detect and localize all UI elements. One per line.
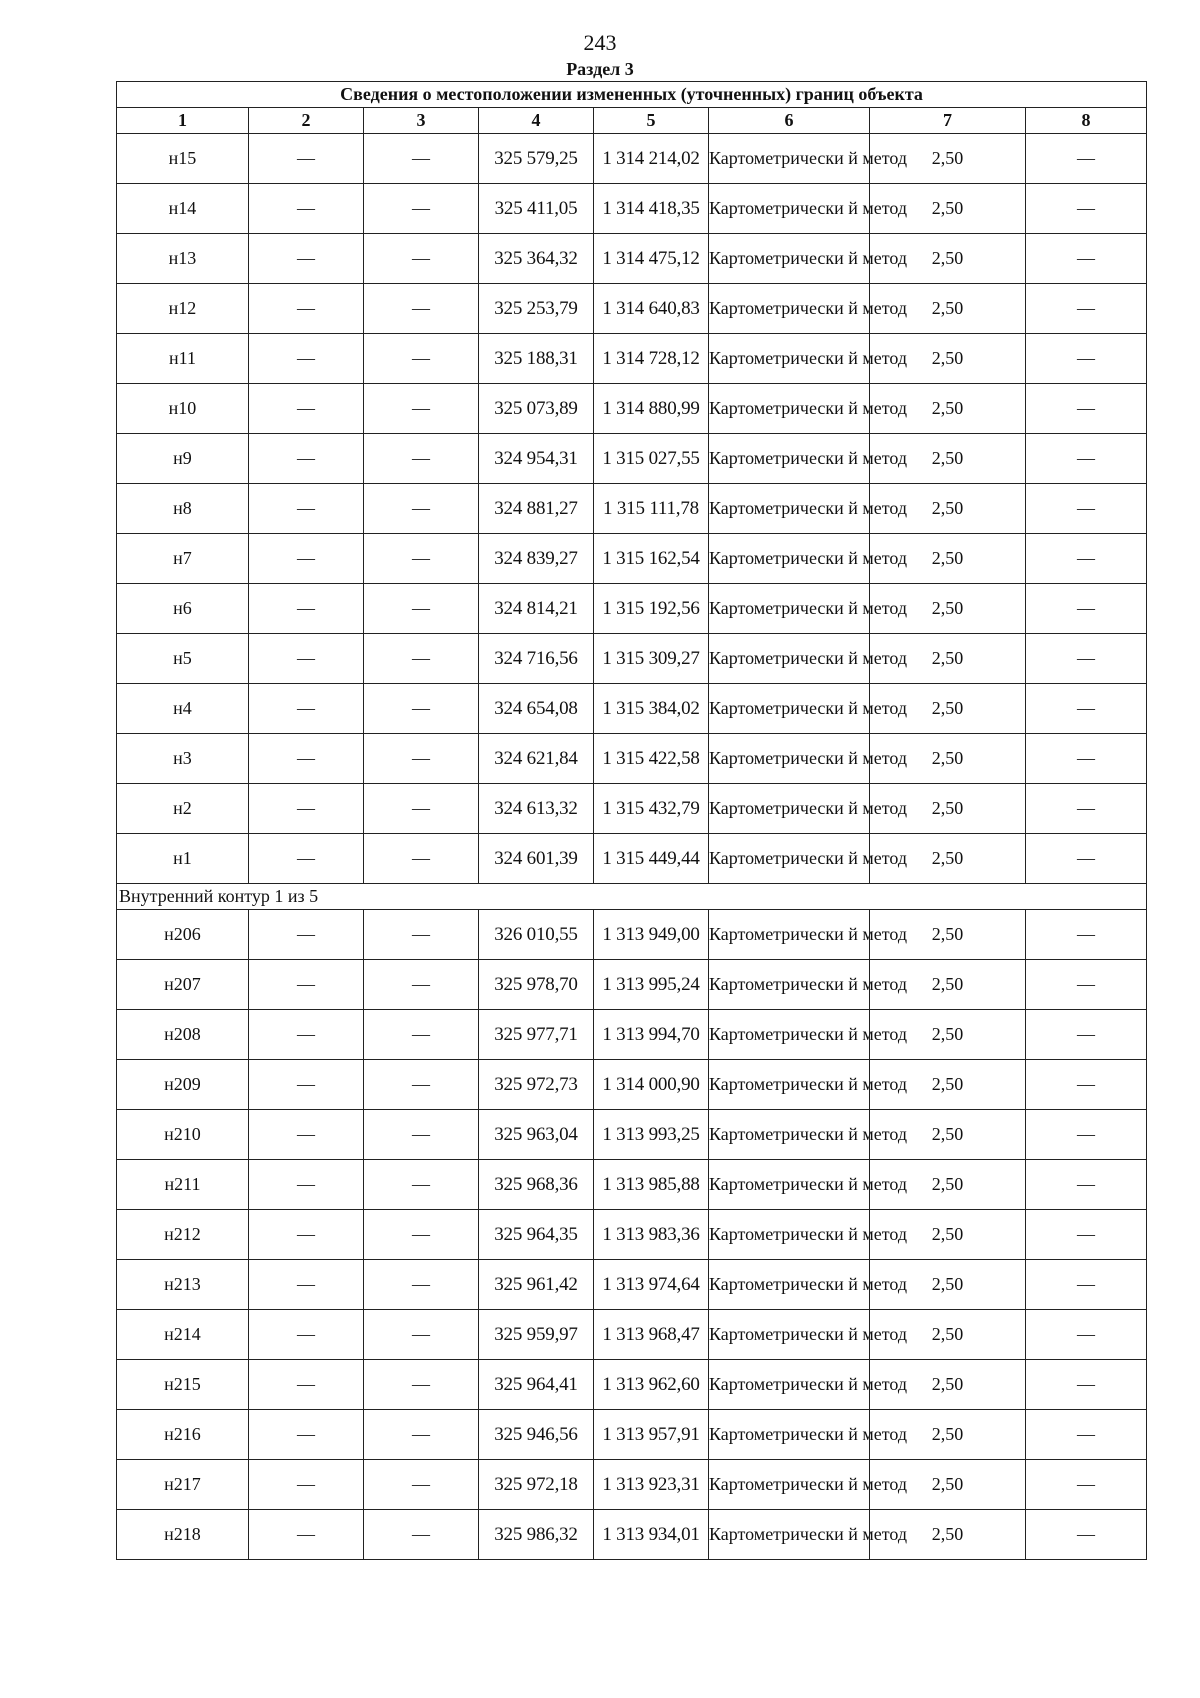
y-coordinate-cell: 1 315 162,54 xyxy=(594,534,709,584)
y-coordinate-cell: 1 315 422,58 xyxy=(594,734,709,784)
dash-cell: — xyxy=(364,584,479,634)
dash-cell: — xyxy=(249,1160,364,1210)
dash-cell: — xyxy=(249,1360,364,1410)
y-coordinate-cell: 1 313 962,60 xyxy=(594,1360,709,1410)
method-cell: Картометрически й метод xyxy=(709,484,870,534)
dash-cell: — xyxy=(1026,1460,1147,1510)
column-number: 3 xyxy=(364,108,479,134)
point-name-cell: н5 xyxy=(117,634,249,684)
dash-cell: — xyxy=(1026,1210,1147,1260)
dash-cell: — xyxy=(1026,1110,1147,1160)
point-name-cell: н3 xyxy=(117,734,249,784)
page-number: 243 xyxy=(583,30,617,55)
method-cell: Картометрически й метод xyxy=(709,1210,870,1260)
x-coordinate-cell: 325 964,35 xyxy=(479,1210,594,1260)
table-row xyxy=(117,834,1147,884)
x-coordinate-cell: 325 411,05 xyxy=(479,184,594,234)
accuracy-cell: 2,50 xyxy=(870,1310,1026,1360)
dash-cell: — xyxy=(364,1010,479,1060)
method-cell: Картометрически й метод xyxy=(709,284,870,334)
dash-cell: — xyxy=(249,910,364,960)
accuracy-cell: 2,50 xyxy=(870,1010,1026,1060)
dash-cell: — xyxy=(249,1260,364,1310)
point-name-cell: н9 xyxy=(117,434,249,484)
y-coordinate-cell: 1 314 475,12 xyxy=(594,234,709,284)
accuracy-cell: 2,50 xyxy=(870,1510,1026,1560)
point-name-cell: н215 xyxy=(117,1360,249,1410)
dash-cell: — xyxy=(1026,334,1147,384)
dash-cell: — xyxy=(1026,834,1147,884)
x-coordinate-cell: 325 977,71 xyxy=(479,1010,594,1060)
table-row xyxy=(117,1510,1147,1560)
y-coordinate-cell: 1 313 934,01 xyxy=(594,1510,709,1560)
method-cell: Картометрически й метод xyxy=(709,234,870,284)
dash-cell: — xyxy=(1026,384,1147,434)
dash-cell: — xyxy=(249,334,364,384)
method-cell: Картометрически й метод xyxy=(709,584,870,634)
method-cell: Картометрически й метод xyxy=(709,634,870,684)
y-coordinate-cell: 1 313 974,64 xyxy=(594,1260,709,1310)
dash-cell: — xyxy=(1026,484,1147,534)
method-cell: Картометрически й метод xyxy=(709,834,870,884)
dash-cell: — xyxy=(249,434,364,484)
point-name-cell: н15 xyxy=(117,134,249,184)
method-cell: Картометрически й метод xyxy=(709,1010,870,1060)
x-coordinate-cell: 325 978,70 xyxy=(479,960,594,1010)
dash-cell: — xyxy=(1026,584,1147,634)
dash-cell: — xyxy=(1026,534,1147,584)
point-name-cell: н14 xyxy=(117,184,249,234)
dash-cell: — xyxy=(364,1460,479,1510)
x-coordinate-cell: 326 010,55 xyxy=(479,910,594,960)
dash-cell: — xyxy=(249,1310,364,1360)
point-name-cell: н7 xyxy=(117,534,249,584)
x-coordinate-cell: 324 601,39 xyxy=(479,834,594,884)
column-number: 6 xyxy=(709,108,870,134)
contour-label: Внутренний контур 1 из 5 xyxy=(117,884,1147,910)
accuracy-cell: 2,50 xyxy=(870,1260,1026,1310)
method-cell: Картометрически й метод xyxy=(709,1060,870,1110)
accuracy-cell: 2,50 xyxy=(870,284,1026,334)
x-coordinate-cell: 325 188,31 xyxy=(479,334,594,384)
dash-cell: — xyxy=(1026,1310,1147,1360)
accuracy-cell: 2,50 xyxy=(870,734,1026,784)
method-cell: Картометрически й метод xyxy=(709,1160,870,1210)
dash-cell: — xyxy=(249,1460,364,1510)
accuracy-cell: 2,50 xyxy=(870,1210,1026,1260)
dash-cell: — xyxy=(249,284,364,334)
table-row xyxy=(117,1160,1147,1210)
dash-cell: — xyxy=(249,1060,364,1110)
x-coordinate-cell: 325 961,42 xyxy=(479,1260,594,1310)
table-row xyxy=(117,784,1147,834)
dash-cell: — xyxy=(364,534,479,584)
dash-cell: — xyxy=(249,634,364,684)
method-cell: Картометрически й метод xyxy=(709,1460,870,1510)
dash-cell: — xyxy=(364,684,479,734)
dash-cell: — xyxy=(364,1060,479,1110)
dash-cell: — xyxy=(364,1510,479,1560)
x-coordinate-cell: 325 964,41 xyxy=(479,1360,594,1410)
y-coordinate-cell: 1 314 000,90 xyxy=(594,1060,709,1110)
dash-cell: — xyxy=(364,960,479,1010)
table-row xyxy=(117,484,1147,534)
x-coordinate-cell: 325 073,89 xyxy=(479,384,594,434)
dash-cell: — xyxy=(1026,734,1147,784)
method-cell: Картометрически й метод xyxy=(709,1110,870,1160)
table-row xyxy=(117,234,1147,284)
accuracy-cell: 2,50 xyxy=(870,434,1026,484)
dash-cell: — xyxy=(249,234,364,284)
dash-cell: — xyxy=(1026,1160,1147,1210)
dash-cell: — xyxy=(364,284,479,334)
dash-cell: — xyxy=(249,134,364,184)
dash-cell: — xyxy=(364,434,479,484)
dash-cell: — xyxy=(364,1360,479,1410)
dash-cell: — xyxy=(364,1160,479,1210)
y-coordinate-cell: 1 315 384,02 xyxy=(594,684,709,734)
table-row xyxy=(117,910,1147,960)
dash-cell: — xyxy=(1026,1060,1147,1110)
point-name-cell: н212 xyxy=(117,1210,249,1260)
dash-cell: — xyxy=(364,634,479,684)
dash-cell: — xyxy=(249,960,364,1010)
method-cell: Картометрически й метод xyxy=(709,1260,870,1310)
dash-cell: — xyxy=(364,1110,479,1160)
point-name-cell: н213 xyxy=(117,1260,249,1310)
contour-label-row xyxy=(117,884,1147,910)
method-cell: Картометрически й метод xyxy=(709,1310,870,1360)
x-coordinate-cell: 324 654,08 xyxy=(479,684,594,734)
accuracy-cell: 2,50 xyxy=(870,960,1026,1010)
method-cell: Картометрически й метод xyxy=(709,784,870,834)
method-cell: Картометрически й метод xyxy=(709,1360,870,1410)
x-coordinate-cell: 325 972,18 xyxy=(479,1460,594,1510)
dash-cell: — xyxy=(1026,1010,1147,1060)
y-coordinate-cell: 1 313 949,00 xyxy=(594,910,709,960)
x-coordinate-cell: 324 839,27 xyxy=(479,534,594,584)
dash-cell: — xyxy=(249,684,364,734)
point-name-cell: н13 xyxy=(117,234,249,284)
dash-cell: — xyxy=(364,184,479,234)
method-cell: Картометрически й метод xyxy=(709,734,870,784)
point-name-cell: н209 xyxy=(117,1060,249,1110)
table-row xyxy=(117,734,1147,784)
x-coordinate-cell: 325 364,32 xyxy=(479,234,594,284)
table-row xyxy=(117,1310,1147,1360)
method-cell: Картометрически й метод xyxy=(709,184,870,234)
dash-cell: — xyxy=(1026,434,1147,484)
point-name-cell: н10 xyxy=(117,384,249,434)
dash-cell: — xyxy=(364,734,479,784)
point-name-cell: н214 xyxy=(117,1310,249,1360)
dash-cell: — xyxy=(364,1210,479,1260)
y-coordinate-cell: 1 313 968,47 xyxy=(594,1310,709,1360)
dash-cell: — xyxy=(364,910,479,960)
dash-cell: — xyxy=(1026,910,1147,960)
table-row xyxy=(117,1360,1147,1410)
dash-cell: — xyxy=(364,334,479,384)
dash-cell: — xyxy=(249,1410,364,1460)
accuracy-cell: 2,50 xyxy=(870,684,1026,734)
accuracy-cell: 2,50 xyxy=(870,1060,1026,1110)
x-coordinate-cell: 325 959,97 xyxy=(479,1310,594,1360)
method-cell: Картометрически й метод xyxy=(709,334,870,384)
accuracy-cell: 2,50 xyxy=(870,1410,1026,1460)
dash-cell: — xyxy=(364,834,479,884)
y-coordinate-cell: 1 314 418,35 xyxy=(594,184,709,234)
accuracy-cell: 2,50 xyxy=(870,1160,1026,1210)
y-coordinate-cell: 1 315 111,78 xyxy=(594,484,709,534)
table-row xyxy=(117,1260,1147,1310)
y-coordinate-cell: 1 313 993,25 xyxy=(594,1110,709,1160)
table-row xyxy=(117,534,1147,584)
dash-cell: — xyxy=(364,134,479,184)
dash-cell: — xyxy=(249,484,364,534)
column-number: 1 xyxy=(117,108,249,134)
dash-cell: — xyxy=(1026,1360,1147,1410)
dash-cell: — xyxy=(249,834,364,884)
column-number: 8 xyxy=(1026,108,1147,134)
dash-cell: — xyxy=(249,1210,364,1260)
x-coordinate-cell: 324 954,31 xyxy=(479,434,594,484)
x-coordinate-cell: 324 881,27 xyxy=(479,484,594,534)
table-row xyxy=(117,1460,1147,1510)
method-cell: Картометрически й метод xyxy=(709,1510,870,1560)
table-row xyxy=(117,684,1147,734)
point-name-cell: н211 xyxy=(117,1160,249,1210)
point-name-cell: н2 xyxy=(117,784,249,834)
table-row xyxy=(117,184,1147,234)
method-cell: Картометрически й метод xyxy=(709,1410,870,1460)
point-name-cell: н1 xyxy=(117,834,249,884)
x-coordinate-cell: 325 963,04 xyxy=(479,1110,594,1160)
x-coordinate-cell: 325 253,79 xyxy=(479,284,594,334)
table-body xyxy=(117,134,1147,1560)
accuracy-cell: 2,50 xyxy=(870,634,1026,684)
dash-cell: — xyxy=(364,1410,479,1460)
dash-cell: — xyxy=(1026,184,1147,234)
point-name-cell: н218 xyxy=(117,1510,249,1560)
dash-cell: — xyxy=(1026,784,1147,834)
dash-cell: — xyxy=(1026,1510,1147,1560)
x-coordinate-cell: 324 814,21 xyxy=(479,584,594,634)
accuracy-cell: 2,50 xyxy=(870,184,1026,234)
dash-cell: — xyxy=(1026,684,1147,734)
accuracy-cell: 2,50 xyxy=(870,834,1026,884)
accuracy-cell: 2,50 xyxy=(870,484,1026,534)
y-coordinate-cell: 1 313 923,31 xyxy=(594,1460,709,1510)
accuracy-cell: 2,50 xyxy=(870,910,1026,960)
x-coordinate-cell: 324 716,56 xyxy=(479,634,594,684)
accuracy-cell: 2,50 xyxy=(870,584,1026,634)
y-coordinate-cell: 1 315 449,44 xyxy=(594,834,709,884)
dash-cell: — xyxy=(1026,1260,1147,1310)
table-row xyxy=(117,384,1147,434)
dash-cell: — xyxy=(1026,960,1147,1010)
dash-cell: — xyxy=(1026,134,1147,184)
dash-cell: — xyxy=(249,1110,364,1160)
y-coordinate-cell: 1 313 983,36 xyxy=(594,1210,709,1260)
table-row xyxy=(117,634,1147,684)
y-coordinate-cell: 1 314 728,12 xyxy=(594,334,709,384)
table-row xyxy=(117,284,1147,334)
y-coordinate-cell: 1 313 995,24 xyxy=(594,960,709,1010)
accuracy-cell: 2,50 xyxy=(870,534,1026,584)
y-coordinate-cell: 1 314 640,83 xyxy=(594,284,709,334)
method-cell: Картометрически й метод xyxy=(709,134,870,184)
table-row xyxy=(117,1010,1147,1060)
column-number: 7 xyxy=(870,108,1026,134)
point-name-cell: н216 xyxy=(117,1410,249,1460)
dash-cell: — xyxy=(364,1310,479,1360)
point-name-cell: н8 xyxy=(117,484,249,534)
table-title: Сведения о местоположении измененных (уточненных) границ объекта xyxy=(117,82,1147,108)
point-name-cell: н210 xyxy=(117,1110,249,1160)
accuracy-cell: 2,50 xyxy=(870,1360,1026,1410)
column-number-row xyxy=(117,108,1147,134)
coordinates-table xyxy=(116,81,1147,1560)
point-name-cell: н12 xyxy=(117,284,249,334)
table-row xyxy=(117,134,1147,184)
table-row xyxy=(117,1410,1147,1460)
accuracy-cell: 2,50 xyxy=(870,234,1026,284)
x-coordinate-cell: 325 946,56 xyxy=(479,1410,594,1460)
dash-cell: — xyxy=(1026,1410,1147,1460)
dash-cell: — xyxy=(249,584,364,634)
accuracy-cell: 2,50 xyxy=(870,784,1026,834)
dash-cell: — xyxy=(249,1510,364,1560)
dash-cell: — xyxy=(249,734,364,784)
accuracy-cell: 2,50 xyxy=(870,384,1026,434)
point-name-cell: н11 xyxy=(117,334,249,384)
y-coordinate-cell: 1 315 309,27 xyxy=(594,634,709,684)
dash-cell: — xyxy=(364,234,479,284)
method-cell: Картометрически й метод xyxy=(709,960,870,1010)
dash-cell: — xyxy=(1026,234,1147,284)
column-number: 2 xyxy=(249,108,364,134)
section-title: Раздел 3 xyxy=(566,59,634,79)
method-cell: Картометрически й метод xyxy=(709,534,870,584)
x-coordinate-cell: 325 986,32 xyxy=(479,1510,594,1560)
accuracy-cell: 2,50 xyxy=(870,334,1026,384)
point-name-cell: н206 xyxy=(117,910,249,960)
y-coordinate-cell: 1 313 957,91 xyxy=(594,1410,709,1460)
y-coordinate-cell: 1 314 214,02 xyxy=(594,134,709,184)
dash-cell: — xyxy=(364,784,479,834)
y-coordinate-cell: 1 315 192,56 xyxy=(594,584,709,634)
method-cell: Картометрически й метод xyxy=(709,910,870,960)
point-name-cell: н208 xyxy=(117,1010,249,1060)
dash-cell: — xyxy=(364,1260,479,1310)
dash-cell: — xyxy=(1026,284,1147,334)
table-row xyxy=(117,1110,1147,1160)
column-number: 5 xyxy=(594,108,709,134)
x-coordinate-cell: 325 968,36 xyxy=(479,1160,594,1210)
method-cell: Картометрически й метод xyxy=(709,434,870,484)
y-coordinate-cell: 1 313 994,70 xyxy=(594,1010,709,1060)
method-cell: Картометрически й метод xyxy=(709,684,870,734)
accuracy-cell: 2,50 xyxy=(870,134,1026,184)
x-coordinate-cell: 324 613,32 xyxy=(479,784,594,834)
dash-cell: — xyxy=(249,384,364,434)
accuracy-cell: 2,50 xyxy=(870,1460,1026,1510)
dash-cell: — xyxy=(249,534,364,584)
point-name-cell: н6 xyxy=(117,584,249,634)
table-row xyxy=(117,960,1147,1010)
dash-cell: — xyxy=(249,784,364,834)
dash-cell: — xyxy=(249,184,364,234)
y-coordinate-cell: 1 315 027,55 xyxy=(594,434,709,484)
x-coordinate-cell: 324 621,84 xyxy=(479,734,594,784)
table-row xyxy=(117,584,1147,634)
dash-cell: — xyxy=(249,1010,364,1060)
dash-cell: — xyxy=(1026,634,1147,684)
y-coordinate-cell: 1 314 880,99 xyxy=(594,384,709,434)
accuracy-cell: 2,50 xyxy=(870,1110,1026,1160)
method-cell: Картометрически й метод xyxy=(709,384,870,434)
table-row xyxy=(117,1060,1147,1110)
x-coordinate-cell: 325 972,73 xyxy=(479,1060,594,1110)
dash-cell: — xyxy=(364,384,479,434)
dash-cell: — xyxy=(364,484,479,534)
table-row xyxy=(117,334,1147,384)
table-row xyxy=(117,434,1147,484)
y-coordinate-cell: 1 313 985,88 xyxy=(594,1160,709,1210)
point-name-cell: н4 xyxy=(117,684,249,734)
x-coordinate-cell: 325 579,25 xyxy=(479,134,594,184)
point-name-cell: н217 xyxy=(117,1460,249,1510)
column-number: 4 xyxy=(479,108,594,134)
y-coordinate-cell: 1 315 432,79 xyxy=(594,784,709,834)
table-row xyxy=(117,1210,1147,1260)
point-name-cell: н207 xyxy=(117,960,249,1010)
